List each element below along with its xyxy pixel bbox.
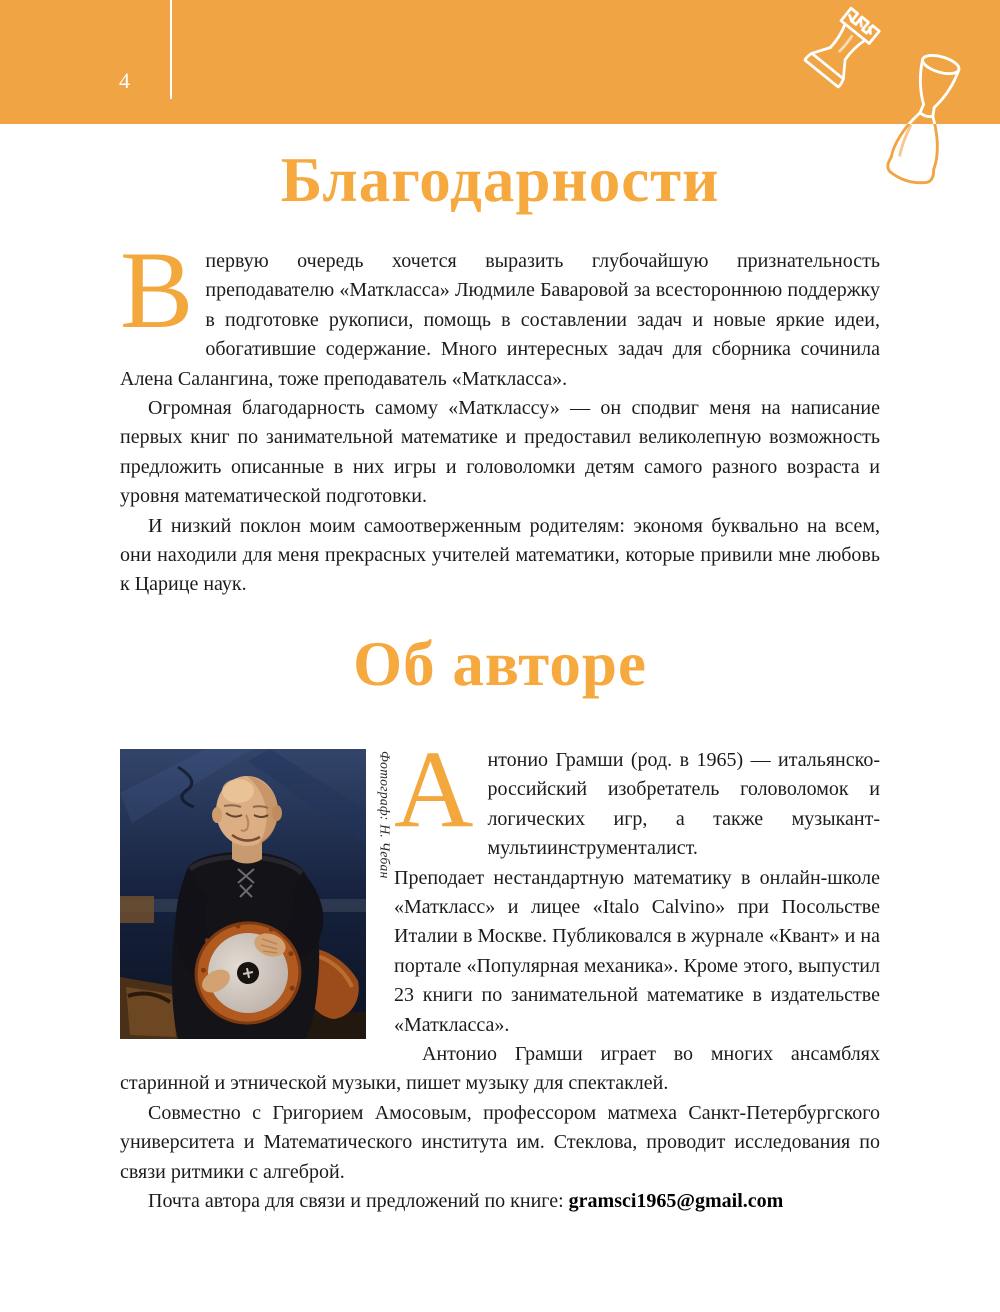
acknowledgments-section (120, 229, 880, 600)
author-photo-figure (120, 749, 393, 1041)
email-line-prefix: Почта автора для связи и предложений по книге: (148, 1189, 569, 1212)
paragraph: Совместно с Григорием Амосовым, профессором матмеха Санкт-Петербургского университета и Математического института им. Стеклова, проводит исследования по связи ритмики с алгеброй. (120, 1101, 880, 1183)
author-email: gramsci1965@gmail.com (568, 1189, 784, 1212)
section-title-about-author: Об авторе (353, 628, 647, 699)
header-band (0, 0, 1000, 124)
paragraph-text: первую очередь хочется выразить глубочайшую признательность преподавателю «Маткласса» Людмиле Баваровой за всестороннюю поддержку в подготовке рукописи, помощь в составлении задач и новые яркие идеи, обогатившие содержание. Много интересных задач для сборника сочинила Алена Салангина, тоже преподаватель «Маткласса». (120, 250, 880, 390)
chess-rook-icon (793, 4, 885, 100)
paragraph-text: нтонио Грамши (род. в 1965) — итальянско-российский изобретатель головоломок и логических игр, а также музыкант-мультиинструменталист. (487, 748, 880, 860)
page-content (120, 124, 880, 1216)
hourglass-icon (878, 50, 970, 196)
section-title-acknowledgments: Благодарности (280, 145, 720, 215)
paragraph (120, 1187, 880, 1216)
paragraph: Преподает нестандартную математику в онлайн-школе «Маткласс» и лицее «Italo Calvino» при Посольстве Италии в Москве. Публиковался в журнале «Квант» и на портале «Популярная механика». Кроме этого, выпустил 23 книги по занимательной математике в издательстве «Маткласса». (394, 866, 880, 1036)
dropcap-a: А (394, 727, 474, 850)
photo-credit: Фотограф: Н. Чебан (377, 750, 393, 879)
paragraph: Антонио Грамши играет во многих ансамблях старинной и этнической музыки, пишет музыку для спектаклей. (120, 1042, 880, 1095)
author-photo (120, 749, 366, 1039)
paragraph: И низкий поклон моим самоотверженным родителям: экономя буквально на всем, они находили для меня прекрасных учителей математики, которые привили мне любовь к Царице наук. (120, 514, 880, 596)
about-author-section (120, 727, 880, 1217)
dropcap-v: В (120, 229, 194, 351)
header-rule (170, 0, 172, 99)
paragraph (120, 229, 880, 394)
paragraph: Огромная благодарность самому «Матклассу» — он сподвиг меня на написание первых книг по занимательной математике и предоставил великолепную возможность предложить описанные в них игры и головоломки детям самого разного возраста и уровня математической подготовки. (120, 397, 880, 508)
page-number: 4 (119, 68, 130, 93)
